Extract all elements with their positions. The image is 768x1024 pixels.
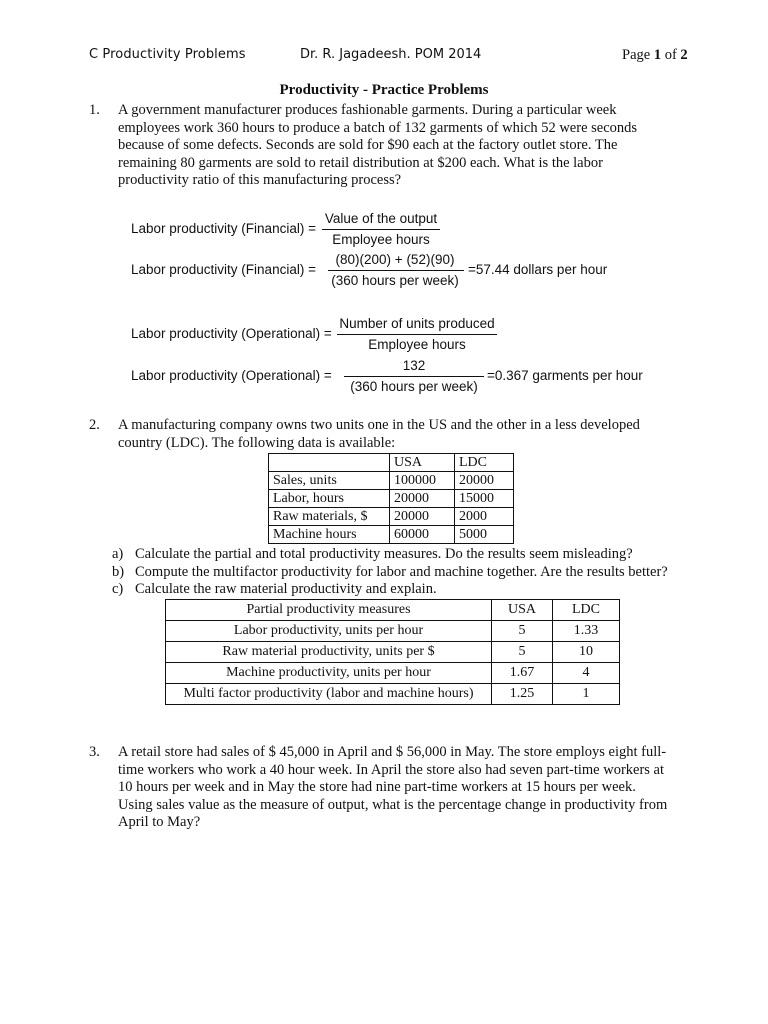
productivity-answer-table [165,599,620,705]
header-page-indicator: Page 1 of 2 [622,47,688,63]
data-table [268,453,514,544]
header-course: C Productivity Problems [89,47,246,62]
question-2-number: 2. [89,417,100,433]
question-1-number: 1. [89,102,100,118]
subquestion-b: b) Compute the multifactor productivity for labor and machine together. Are the results better? [112,564,668,580]
table-header-row: Partial productivity measures USA LDC [166,600,620,621]
formula-financial-result: =57.44 dollars per hour [468,262,608,277]
fraction-bar [322,229,440,230]
formula-operational-result: =0.367 garments per hour [487,368,643,383]
header-author: Dr. R. Jagadeesh. POM 2014 [300,47,482,62]
table-row: Multi factor productivity (labor and machine hours) 1.25 1 [166,684,620,705]
table-row: Sales, units 100000 20000 [269,472,514,490]
table-row: Raw materials, $ 20000 2000 [269,508,514,526]
table-row: Machine hours 60000 5000 [269,526,514,544]
table-header-row: USA LDC [269,454,514,472]
table-row: Raw material productivity, units per $ 5 10 [166,642,620,663]
page-title: Productivity - Practice Problems [279,82,489,98]
table-row: Labor productivity, units per hour 5 1.33 [166,621,620,642]
question-3-text: A retail store had sales of $ 45,000 in April and $ 56,000 in May. The store employs eight full- time workers who work a 40 hour week. In April the store also had seven part-time workers at 10 hours per week and in May the store had nine part-time workers at 15 hours per week. Using sales value as the measure of output, what is the percentage change in productivity from April to May? [118,744,668,831]
formula-operational-calc-numerator: 132 [402,358,426,373]
formula-financial-numerator: Value of the output [324,211,438,226]
formula-financial-calc-label: Labor productivity (Financial) = [131,262,316,277]
formula-operational-calc-label: Labor productivity (Operational) = [131,368,332,383]
table-row: Labor, hours 20000 15000 [269,490,514,508]
subquestion-a: a) Calculate the partial and total productivity measures. Do the results seem misleading? [112,546,633,562]
formula-financial-label: Labor productivity (Financial) = [131,221,316,236]
formula-operational-label: Labor productivity (Operational) = [131,326,332,341]
formula-operational-denominator: Employee hours [368,337,466,352]
subquestion-c: c) Calculate the raw material productivity and explain. [112,581,437,597]
question-3-number: 3. [89,744,100,760]
question-2-text: A manufacturing company owns two units one in the US and the other in a less developed country (LDC). The following data is available: [118,417,640,451]
fraction-bar [337,334,497,335]
question-1-text: A government manufacturer produces fashionable garments. During a particular week employees work 360 hours to produce a batch of 132 garments of which 52 were seconds because of some defects. Seconds are sold for $90 each at the factory outlet store. The remaining 80 garments are sold to retail distribution at $200 each. What is the labor productivity ratio of this manufacturing process? [118,102,638,189]
formula-operational-calc-denominator: (360 hours per week) [350,379,478,394]
fraction-bar [328,270,464,271]
table-row: Machine productivity, units per hour 1.67 4 [166,663,620,684]
formula-financial-calc-numerator: (80)(200) + (52)(90) [335,252,455,267]
fraction-bar [344,376,484,377]
formula-financial-denominator: Employee hours [332,232,430,247]
formula-financial-calc-denominator: (360 hours per week) [331,273,459,288]
formula-operational-numerator: Number of units produced [339,316,495,331]
